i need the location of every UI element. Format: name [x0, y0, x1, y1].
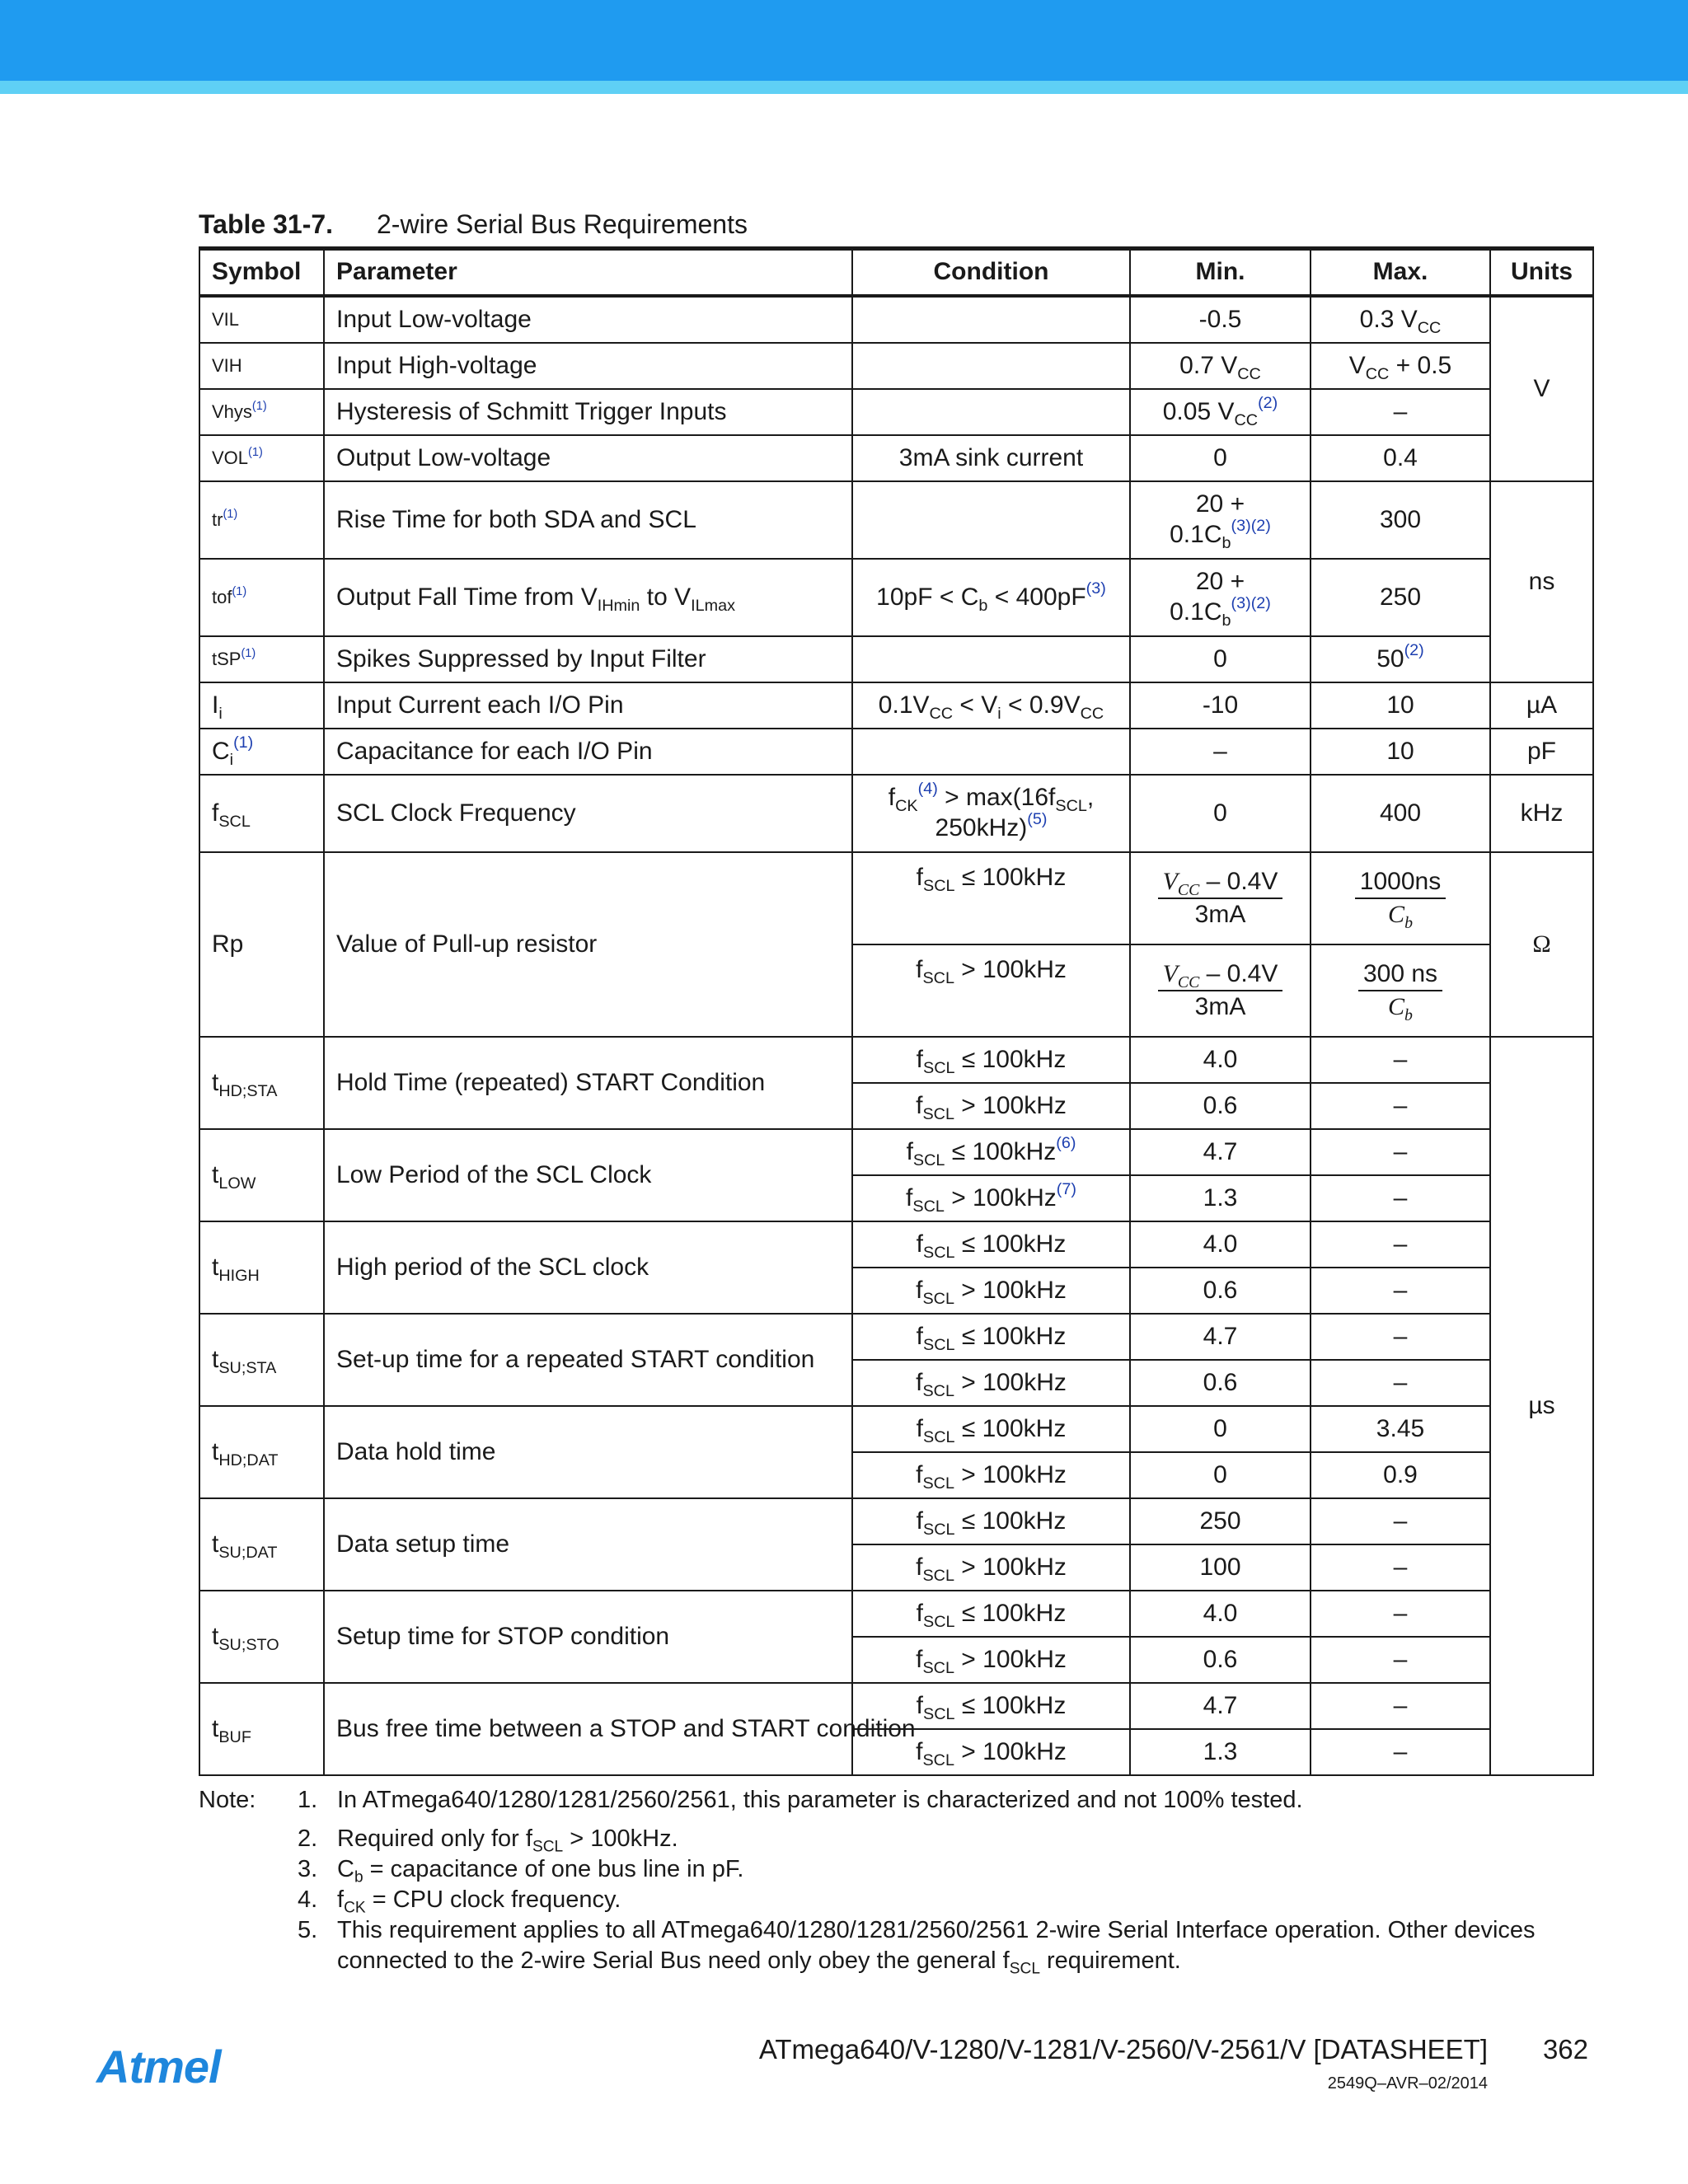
- max-cell: –: [1311, 1360, 1490, 1406]
- symbol-cell: Rp: [199, 852, 324, 1037]
- page-number: 362: [1542, 2034, 1588, 2064]
- condition-cell: [852, 729, 1130, 775]
- min-cell: 4.7: [1130, 1129, 1311, 1175]
- condition-cell: $f_{SCL} > 100kHz$: [852, 944, 1130, 1037]
- condition-cell: $f_{SCL} > 100kHz$: [852, 1637, 1130, 1683]
- min-cell: 0.6: [1130, 1083, 1311, 1129]
- max-cell: 50$^{(2)}$: [1311, 636, 1490, 682]
- max-cell: –: [1311, 1729, 1490, 1775]
- condition-cell: $f_{SCL} \le 100kHz$: [852, 1683, 1130, 1729]
- max-cell: [1311, 852, 1490, 944]
- table-row: [199, 636, 1593, 682]
- max-cell: –: [1311, 1683, 1490, 1729]
- condition-cell: [852, 343, 1130, 389]
- condition-cell: $f_{SCL} > 100kHz$: [852, 1268, 1130, 1314]
- table-header-row: [199, 249, 1593, 297]
- parameter-cell: Setup time for STOP condition: [324, 1591, 852, 1683]
- min-cell: 4.0: [1130, 1591, 1311, 1637]
- header-stripe: [0, 81, 1688, 94]
- symbol-cell: tof$^{(1)}$: [199, 559, 324, 636]
- max-cell: –: [1311, 1175, 1490, 1221]
- parameter-cell: Spikes Suppressed by Input Filter: [324, 636, 852, 682]
- parameter-cell: Bus free time between a STOP and START condition: [324, 1683, 852, 1775]
- symbol-cell: VIL: [199, 296, 324, 343]
- max-cell: 400: [1311, 775, 1490, 852]
- max-cell: –: [1311, 1083, 1490, 1129]
- condition-cell: [852, 296, 1130, 343]
- table-row: [199, 296, 1593, 343]
- min-cell: 0: [1130, 775, 1311, 852]
- min-cell: 0: [1130, 636, 1311, 682]
- condition-cell: $f_{SCL} \le 100kHz^{(6)}$: [852, 1129, 1130, 1175]
- min-cell: 0.05 $V_{CC}^{(2)}$: [1130, 389, 1311, 435]
- table-row: [199, 1221, 1593, 1268]
- condition-cell: [852, 389, 1130, 435]
- table-row: [199, 389, 1593, 435]
- table-row: [199, 1498, 1593, 1544]
- parameter-cell: Input Current each I/O Pin: [324, 682, 852, 729]
- table-row: [199, 1129, 1593, 1175]
- header-units: Units: [1490, 249, 1593, 297]
- table-caption: [199, 208, 748, 241]
- symbol-cell: tSP$^{(1)}$: [199, 636, 324, 682]
- table-row: [199, 343, 1593, 389]
- condition-cell: $f_{CK}^{(4)} > \max(16f_{SCL}$, 250kHz)$^{(5)}$: [852, 775, 1130, 852]
- units-cell: µA: [1490, 682, 1593, 729]
- parameter-cell: Hysteresis of Schmitt Trigger Inputs: [324, 389, 852, 435]
- max-cell: 10: [1311, 729, 1490, 775]
- min-cell: 0: [1130, 1406, 1311, 1452]
- condition-cell: $f_{SCL} \le 100kHz$: [852, 1406, 1130, 1452]
- note-item: 1. In ATmega640/1280/1281/2560/2561, this parameter is characterized and not 100% tested.: [298, 1787, 1303, 1813]
- symbol-cell: $t_{HD;DAT}$: [199, 1406, 324, 1498]
- notes-list: [298, 1785, 1608, 1976]
- fraction-formula: $\frac{V_{CC} - 0.4V}{3mA}$: [1158, 960, 1283, 1022]
- min-cell: 250: [1130, 1498, 1311, 1544]
- max-cell: 10: [1311, 682, 1490, 729]
- symbol-cell: $I_i$: [199, 682, 324, 729]
- symbol-cell: VOL$^{(1)}$: [199, 435, 324, 481]
- footer-doc-title: ATmega640/V-1280/V-1281/V-2560/V-2561/V [DATASHEET]: [758, 2034, 1488, 2064]
- symbol-cell: Vhys$^{(1)}$: [199, 389, 324, 435]
- max-cell: $V_{CC} + 0.5$: [1311, 343, 1490, 389]
- table-row: [199, 775, 1593, 852]
- condition-cell: $f_{SCL} > 100kHz$: [852, 1360, 1130, 1406]
- units-cell: pF: [1490, 729, 1593, 775]
- atmel-logo: Atmel: [96, 2041, 221, 2093]
- table-row: [199, 1314, 1593, 1360]
- parameter-cell: Capacitance for each I/O Pin: [324, 729, 852, 775]
- min-cell: 0: [1130, 1452, 1311, 1498]
- parameter-cell: SCL Clock Frequency: [324, 775, 852, 852]
- max-cell: 0.9: [1311, 1452, 1490, 1498]
- parameter-cell: Input High-voltage: [324, 343, 852, 389]
- min-cell: 0.6: [1130, 1268, 1311, 1314]
- min-cell: 4.7: [1130, 1314, 1311, 1360]
- condition-cell: $f_{SCL} \le 100kHz$: [852, 1314, 1130, 1360]
- condition-cell: $f_{SCL} \le 100kHz$: [852, 852, 1130, 944]
- condition-cell: 3mA sink current: [852, 435, 1130, 481]
- max-cell: –: [1311, 1637, 1490, 1683]
- symbol-cell: $t_{SU;DAT}$: [199, 1498, 324, 1591]
- symbol-cell: $C_i^{(1)}$: [199, 729, 324, 775]
- units-cell: kHz: [1490, 775, 1593, 852]
- table-row: [199, 852, 1593, 944]
- condition-cell: $f_{SCL} > 100kHz$: [852, 1452, 1130, 1498]
- symbol-cell: $t_{HIGH}$: [199, 1221, 324, 1314]
- max-cell: –: [1311, 1498, 1490, 1544]
- parameter-cell: Output Low-voltage: [324, 435, 852, 481]
- parameter-cell: Data setup time: [324, 1498, 852, 1591]
- doc-code: 2549Q–AVR–02/2014: [1327, 2074, 1488, 2093]
- table-row: [199, 559, 1593, 636]
- condition-cell: $f_{SCL} > 100kHz$: [852, 1544, 1130, 1591]
- table-row: [199, 481, 1593, 559]
- condition-cell: [852, 481, 1130, 559]
- min-cell: 20 + $0.1C_b^{(3)(2)}$: [1130, 481, 1311, 559]
- condition-cell: $f_{SCL} \le 100kHz$: [852, 1498, 1130, 1544]
- units-cell-ohm: Ω: [1490, 852, 1593, 1037]
- parameter-cell: Low Period of the SCL Clock: [324, 1129, 852, 1221]
- note-item: 3. $C_b$ = capacitance of one bus line in pF.: [298, 1856, 744, 1886]
- min-cell: -10: [1130, 682, 1311, 729]
- max-cell: –: [1311, 1129, 1490, 1175]
- header-parameter: Parameter: [324, 249, 852, 297]
- symbol-cell: $t_{SU;STA}$: [199, 1314, 324, 1406]
- condition-cell: $f_{SCL} > 100kHz$: [852, 1729, 1130, 1775]
- symbol-cell: VIH: [199, 343, 324, 389]
- max-cell: –: [1311, 1591, 1490, 1637]
- min-cell: 4.7: [1130, 1683, 1311, 1729]
- symbol-cell: $t_{BUF}$: [199, 1683, 324, 1775]
- condition-cell: $f_{SCL} > 100kHz$: [852, 1083, 1130, 1129]
- parameter-cell: Output Fall Time from $V_{IHmin}$ to $V_{ILmax}$: [324, 559, 852, 636]
- table-title: 2-wire Serial Bus Requirements: [377, 209, 748, 239]
- symbol-cell: $t_{LOW}$: [199, 1129, 324, 1221]
- min-cell: 20 + $0.1C_b^{(3)(2)}$: [1130, 559, 1311, 636]
- fraction-formula: $\frac{V_{CC} - 0.4V}{3mA}$: [1158, 868, 1283, 930]
- condition-cell: $10pF < C_b < 400pF^{(3)}$: [852, 559, 1130, 636]
- condition-cell: $f_{SCL} \le 100kHz$: [852, 1591, 1130, 1637]
- units-cell-volts: V: [1490, 296, 1593, 481]
- max-cell: –: [1311, 1268, 1490, 1314]
- parameter-cell: Rise Time for both SDA and SCL: [324, 481, 852, 559]
- max-cell: 250: [1311, 559, 1490, 636]
- symbol-cell: $f_{SCL}$: [199, 775, 324, 852]
- parameter-cell: Data hold time: [324, 1406, 852, 1498]
- parameter-cell: Input Low-voltage: [324, 296, 852, 343]
- max-cell: 3.45: [1311, 1406, 1490, 1452]
- condition-cell: $f_{SCL} \le 100kHz$: [852, 1221, 1130, 1268]
- min-cell: 4.0: [1130, 1221, 1311, 1268]
- condition-cell: $0.1V_{CC} < V_i < 0.9V_{CC}$: [852, 682, 1130, 729]
- min-cell: 0.6: [1130, 1637, 1311, 1683]
- condition-cell: $f_{SCL} > 100kHz^{(7)}$: [852, 1175, 1130, 1221]
- table-row: [199, 729, 1593, 775]
- fraction-formula: $\frac{1000ns}{C_b}$: [1355, 868, 1446, 930]
- min-cell: 0.6: [1130, 1360, 1311, 1406]
- header-min: Min.: [1130, 249, 1311, 297]
- units-cell-ns: ns: [1490, 481, 1593, 682]
- min-cell: 4.0: [1130, 1037, 1311, 1083]
- notes-label: Note:: [199, 1787, 256, 1813]
- units-cell-us: µs: [1490, 1037, 1593, 1775]
- note-item: 2. Required only for $f_{SCL} > 100kHz$.: [298, 1825, 678, 1856]
- min-cell: –: [1130, 729, 1311, 775]
- table-row: [199, 1591, 1593, 1637]
- table-row: [199, 435, 1593, 481]
- max-cell: 0.3 $V_{CC}$: [1311, 296, 1490, 343]
- table-number: Table 31-7.: [199, 209, 334, 239]
- min-cell: [1130, 944, 1311, 1037]
- symbol-cell: tr$^{(1)}$: [199, 481, 324, 559]
- parameter-cell: Hold Time (repeated) START Condition: [324, 1037, 852, 1129]
- condition-cell: [852, 636, 1130, 682]
- max-cell: 300: [1311, 481, 1490, 559]
- symbol-cell: $t_{SU;STO}$: [199, 1591, 324, 1683]
- max-cell: –: [1311, 1221, 1490, 1268]
- parameter-cell: High period of the SCL clock: [324, 1221, 852, 1314]
- parameter-cell: Set-up time for a repeated START condition: [324, 1314, 852, 1406]
- min-cell: 100: [1130, 1544, 1311, 1591]
- note-item: 5. This requirement applies to all ATmega640/1280/1281/2560/2561 2-wire Serial Interface operation. Other devices connected to the 2-wire Serial Bus need only obey the general $f_{SCL}$ requirement.: [298, 1917, 1536, 1978]
- parameter-cell: Value of Pull-up resistor: [324, 852, 852, 1037]
- max-cell: –: [1311, 1544, 1490, 1591]
- symbol-cell: $t_{HD;STA}$: [199, 1037, 324, 1129]
- max-cell: –: [1311, 389, 1490, 435]
- table-row: [199, 682, 1593, 729]
- max-cell: –: [1311, 1314, 1490, 1360]
- min-cell: -0.5: [1130, 296, 1311, 343]
- header-symbol: Symbol: [199, 249, 324, 297]
- condition-cell: $f_{SCL} \le 100kHz$: [852, 1037, 1130, 1083]
- min-cell: 0: [1130, 435, 1311, 481]
- max-cell: [1311, 944, 1490, 1037]
- min-cell: 1.3: [1130, 1175, 1311, 1221]
- header-band: [0, 0, 1688, 81]
- max-cell: 0.4: [1311, 435, 1490, 481]
- min-cell: 0.7 $V_{CC}$: [1130, 343, 1311, 389]
- bus-requirements-table: [199, 246, 1594, 1776]
- min-cell: [1130, 852, 1311, 944]
- note-item: 4. $f_{CK}$ = CPU clock frequency.: [298, 1886, 621, 1917]
- header-max: Max.: [1311, 249, 1490, 297]
- table-row: [199, 1683, 1593, 1729]
- fraction-formula: $\frac{300 ns}{C_b}$: [1358, 960, 1442, 1022]
- header-condition: Condition: [852, 249, 1130, 297]
- table-row: [199, 1406, 1593, 1452]
- max-cell: –: [1311, 1037, 1490, 1083]
- min-cell: 1.3: [1130, 1729, 1311, 1775]
- table-row: [199, 1037, 1593, 1083]
